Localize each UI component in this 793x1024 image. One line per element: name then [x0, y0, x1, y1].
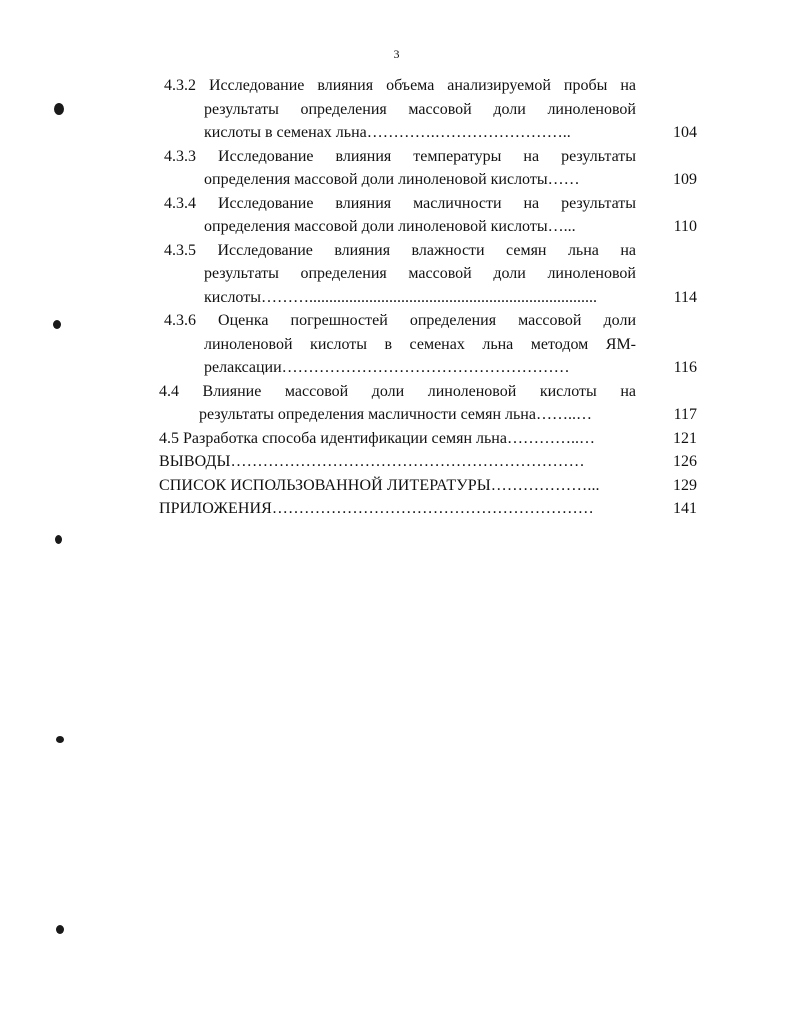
toc-page-number: 121: [673, 429, 697, 447]
toc-entry-appendices[interactable]: [159, 497, 697, 521]
toc-entry-text: [159, 497, 636, 521]
toc-entry-text: [159, 192, 636, 239]
toc-entry-text: [159, 74, 636, 145]
toc-line: результаты определения массовой доли линоленовой: [204, 265, 636, 282]
toc-line: 4.3.4 Исследование влияния масличности на результаты: [164, 194, 636, 212]
toc-line: кислоты в семенах льна………….……………………..: [204, 124, 571, 141]
toc-entry-4-4[interactable]: [159, 380, 697, 427]
toc-entry-4-3-3[interactable]: [159, 145, 697, 192]
page-number: 3: [393, 47, 400, 61]
toc-page-number: 129: [673, 476, 697, 494]
toc-entry-4-3-4[interactable]: [159, 192, 697, 239]
toc-line: 4.5 Разработка способа идентификации семян льна…………..…: [159, 429, 595, 447]
toc-line: определения массовой доли линоленовой кислоты……: [204, 171, 580, 188]
punch-hole-mark: [56, 925, 64, 934]
toc-entry-4-3-6[interactable]: [159, 309, 697, 380]
toc-entry-text: [159, 474, 636, 498]
toc-line: 4.3.2 Исследование влияния объема анализируемой пробы на: [164, 77, 636, 94]
toc-line: результаты определения масличности семян льна……..…: [199, 406, 592, 423]
toc-line: кислоты………........................................................................: [204, 288, 597, 306]
toc-page-number: 126: [673, 453, 697, 470]
punch-hole-mark: [56, 736, 64, 743]
toc-page-number: 109: [673, 171, 697, 188]
punch-hole-mark: [54, 103, 64, 115]
toc-entry-4-5[interactable]: [159, 427, 697, 451]
toc-line: 4.3.5 Исследование влияния влажности семян льна на: [164, 241, 636, 259]
toc-page-number: 114: [673, 288, 697, 306]
toc-entry-text: [159, 239, 636, 310]
toc-page-number: 110: [673, 218, 697, 235]
toc-line: 4.3.3 Исследование влияния температуры на результаты: [164, 147, 636, 165]
toc-line: 4.3.6 Оценка погрешностей определения массовой доли: [164, 312, 636, 329]
toc-line: ВЫВОДЫ…………………………………………………………: [159, 453, 585, 470]
punch-hole-mark: [55, 535, 62, 544]
toc-entry-references[interactable]: [159, 474, 697, 498]
toc-entry-4-3-2[interactable]: [159, 74, 697, 145]
toc-page-number: 104: [673, 124, 697, 141]
toc-line: 4.4 Влияние массовой доли линоленовой кислоты на: [159, 382, 636, 400]
toc-entry-text: [159, 450, 636, 474]
toc-entry-text: [159, 309, 636, 380]
toc-line: определения массовой доли линоленовой кислоты…...: [204, 218, 576, 235]
toc-page-number: 117: [673, 406, 697, 423]
toc-entry-conclusions[interactable]: [159, 450, 697, 474]
punch-hole-mark: [53, 320, 61, 329]
toc-page-number: 116: [673, 359, 697, 376]
toc-line: линоленовой кислоты в семенах льна методом ЯМ-: [204, 335, 636, 353]
toc-line: ПРИЛОЖЕНИЯ……………………………………………………: [159, 500, 594, 517]
toc-entry-4-3-5[interactable]: [159, 239, 697, 310]
toc-line: релаксации………………………………………………: [204, 359, 570, 376]
table-of-contents: [159, 74, 697, 521]
toc-page-number: 141: [673, 500, 697, 517]
toc-entry-text: [159, 145, 636, 192]
toc-line: СПИСОК ИСПОЛЬЗОВАННОЙ ЛИТЕРАТУРЫ………………...: [159, 476, 600, 494]
toc-line: результаты определения массовой доли линоленовой: [204, 100, 636, 118]
toc-entry-text: [159, 427, 636, 451]
toc-entry-text: [159, 380, 636, 427]
